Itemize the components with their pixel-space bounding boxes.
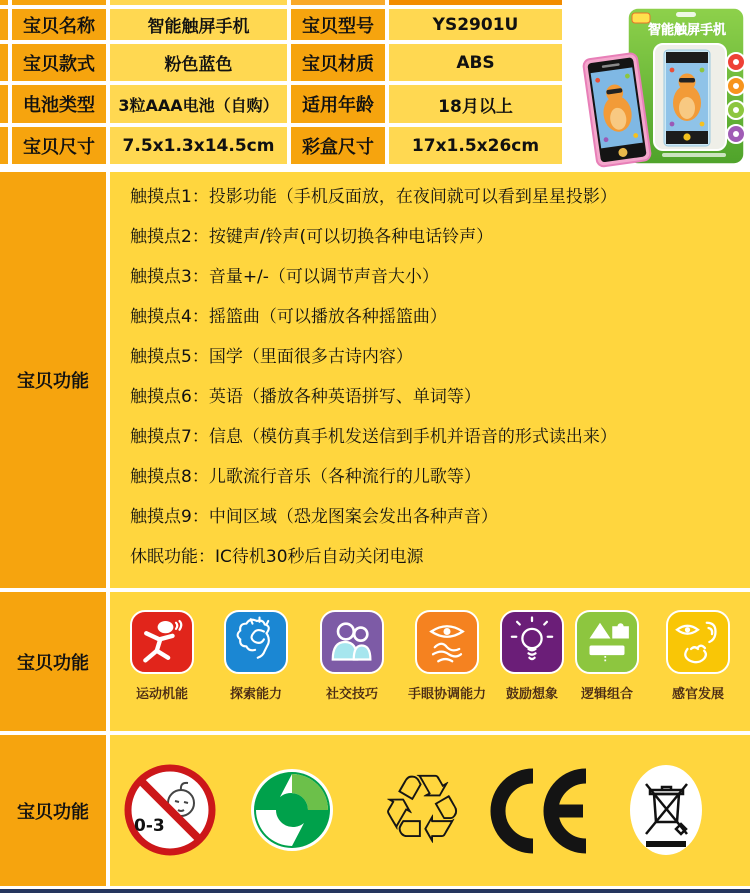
- ability-label: 鼓励想象: [505, 687, 558, 702]
- ability-logic: [555, 610, 659, 702]
- spec-value: 3粒AAA电池（自购）: [110, 85, 287, 123]
- ce-mark-text: [589, 767, 590, 768]
- table-row: [0, 44, 562, 81]
- spec-value: 17x1.5x26cm: [389, 127, 562, 164]
- feature-item: 触摸点5：国学（里面很多古诗内容）: [130, 347, 413, 367]
- table-row: [0, 9, 562, 40]
- ability-label: 社交技巧: [325, 687, 378, 702]
- age-0-3-warning-icon: [123, 763, 217, 857]
- feature-item: 触摸点9：中间区域（恐龙图案会发出各种声音）: [130, 507, 498, 527]
- spec-label: 彩盒尺寸: [291, 127, 385, 164]
- ability-label: 探索能力: [229, 687, 282, 702]
- feature-item: 触摸点4：摇篮曲（可以播放各种摇篮曲）: [130, 307, 447, 327]
- logic-shapes-icon: [575, 610, 639, 674]
- spec-label: 宝贝尺寸: [12, 127, 106, 164]
- feature-item: 触摸点1：投影功能（手机反面放，在夜间就可以看到星星投影）: [130, 187, 617, 207]
- certs-section-label: 宝贝功能: [0, 735, 106, 886]
- table-row: [0, 127, 562, 164]
- abilities-section-label: 宝贝功能: [0, 592, 106, 731]
- abilities-row: [110, 592, 750, 731]
- spec-value: 智能触屏手机: [110, 9, 287, 40]
- certs-row: [110, 735, 750, 886]
- weee-crossed-bin-icon: [629, 764, 703, 856]
- senses-icon: [666, 610, 730, 674]
- spec-value: 7.5x1.3x14.5cm: [110, 127, 287, 164]
- spec-value: YS2901U: [389, 9, 562, 40]
- spec-label: 宝贝名称: [12, 9, 106, 40]
- feature-item: 触摸点2：按键声/铃声(可以切换各种电话铃声）: [130, 227, 494, 247]
- spec-value: 18月以上: [389, 85, 562, 123]
- ability-label: 逻辑组合: [580, 687, 633, 702]
- spec-value: 粉色蓝色: [110, 44, 287, 81]
- spec-value: ABS: [389, 44, 562, 81]
- ability-senses: [646, 610, 750, 702]
- feature-item: 触摸点7：信息（模仿真手机发送信到手机并语音的形式读出来）: [130, 427, 617, 447]
- hand-eye-icon: [415, 610, 479, 674]
- feature-item: 触摸点6：英语（播放各种英语拼写、单词等）: [130, 387, 481, 407]
- exploring-mind-icon: [224, 610, 288, 674]
- packaged-phone: [664, 50, 710, 146]
- table-row: [0, 85, 562, 123]
- running-person-icon: [130, 610, 194, 674]
- ability-label: 手眼协调能力: [407, 687, 486, 702]
- features-list: [110, 172, 750, 588]
- recycling-symbol-icon: ♲: [378, 754, 466, 866]
- ability-explore: [204, 610, 308, 702]
- ce-mark-icon: [489, 767, 589, 855]
- spec-label: 宝贝材质: [291, 44, 385, 81]
- product-photo-illustration: [566, 0, 750, 169]
- ability-label: 感官发展: [671, 687, 724, 702]
- spec-label: 适用年龄: [291, 85, 385, 123]
- package-title: 智能触屏手机: [647, 23, 727, 38]
- feature-item: 触摸点3：音量+/-（可以调节声音大小）: [130, 267, 439, 287]
- spec-label: 宝贝型号: [291, 9, 385, 40]
- spec-label: 电池类型: [12, 85, 106, 123]
- ability-label: 运动机能: [135, 687, 188, 702]
- age-range-text: 0-3: [134, 816, 165, 836]
- ability-social: [300, 610, 404, 702]
- feature-item: 触摸点8：儿歌流行音乐（各种流行的儿歌等）: [130, 467, 481, 487]
- bottom-divider-strip: [0, 889, 750, 893]
- feature-item: 休眠功能：IC待机30秒后自动关闭电源: [130, 547, 424, 567]
- green-dot-recycling-icon: [250, 768, 334, 852]
- social-people-icon: [320, 610, 384, 674]
- ability-motor: [110, 610, 214, 702]
- spec-label: 宝贝款式: [12, 44, 106, 81]
- table-row-partial: [0, 0, 562, 5]
- features-section-label: 宝贝功能: [0, 172, 106, 588]
- product-photo: [566, 0, 750, 169]
